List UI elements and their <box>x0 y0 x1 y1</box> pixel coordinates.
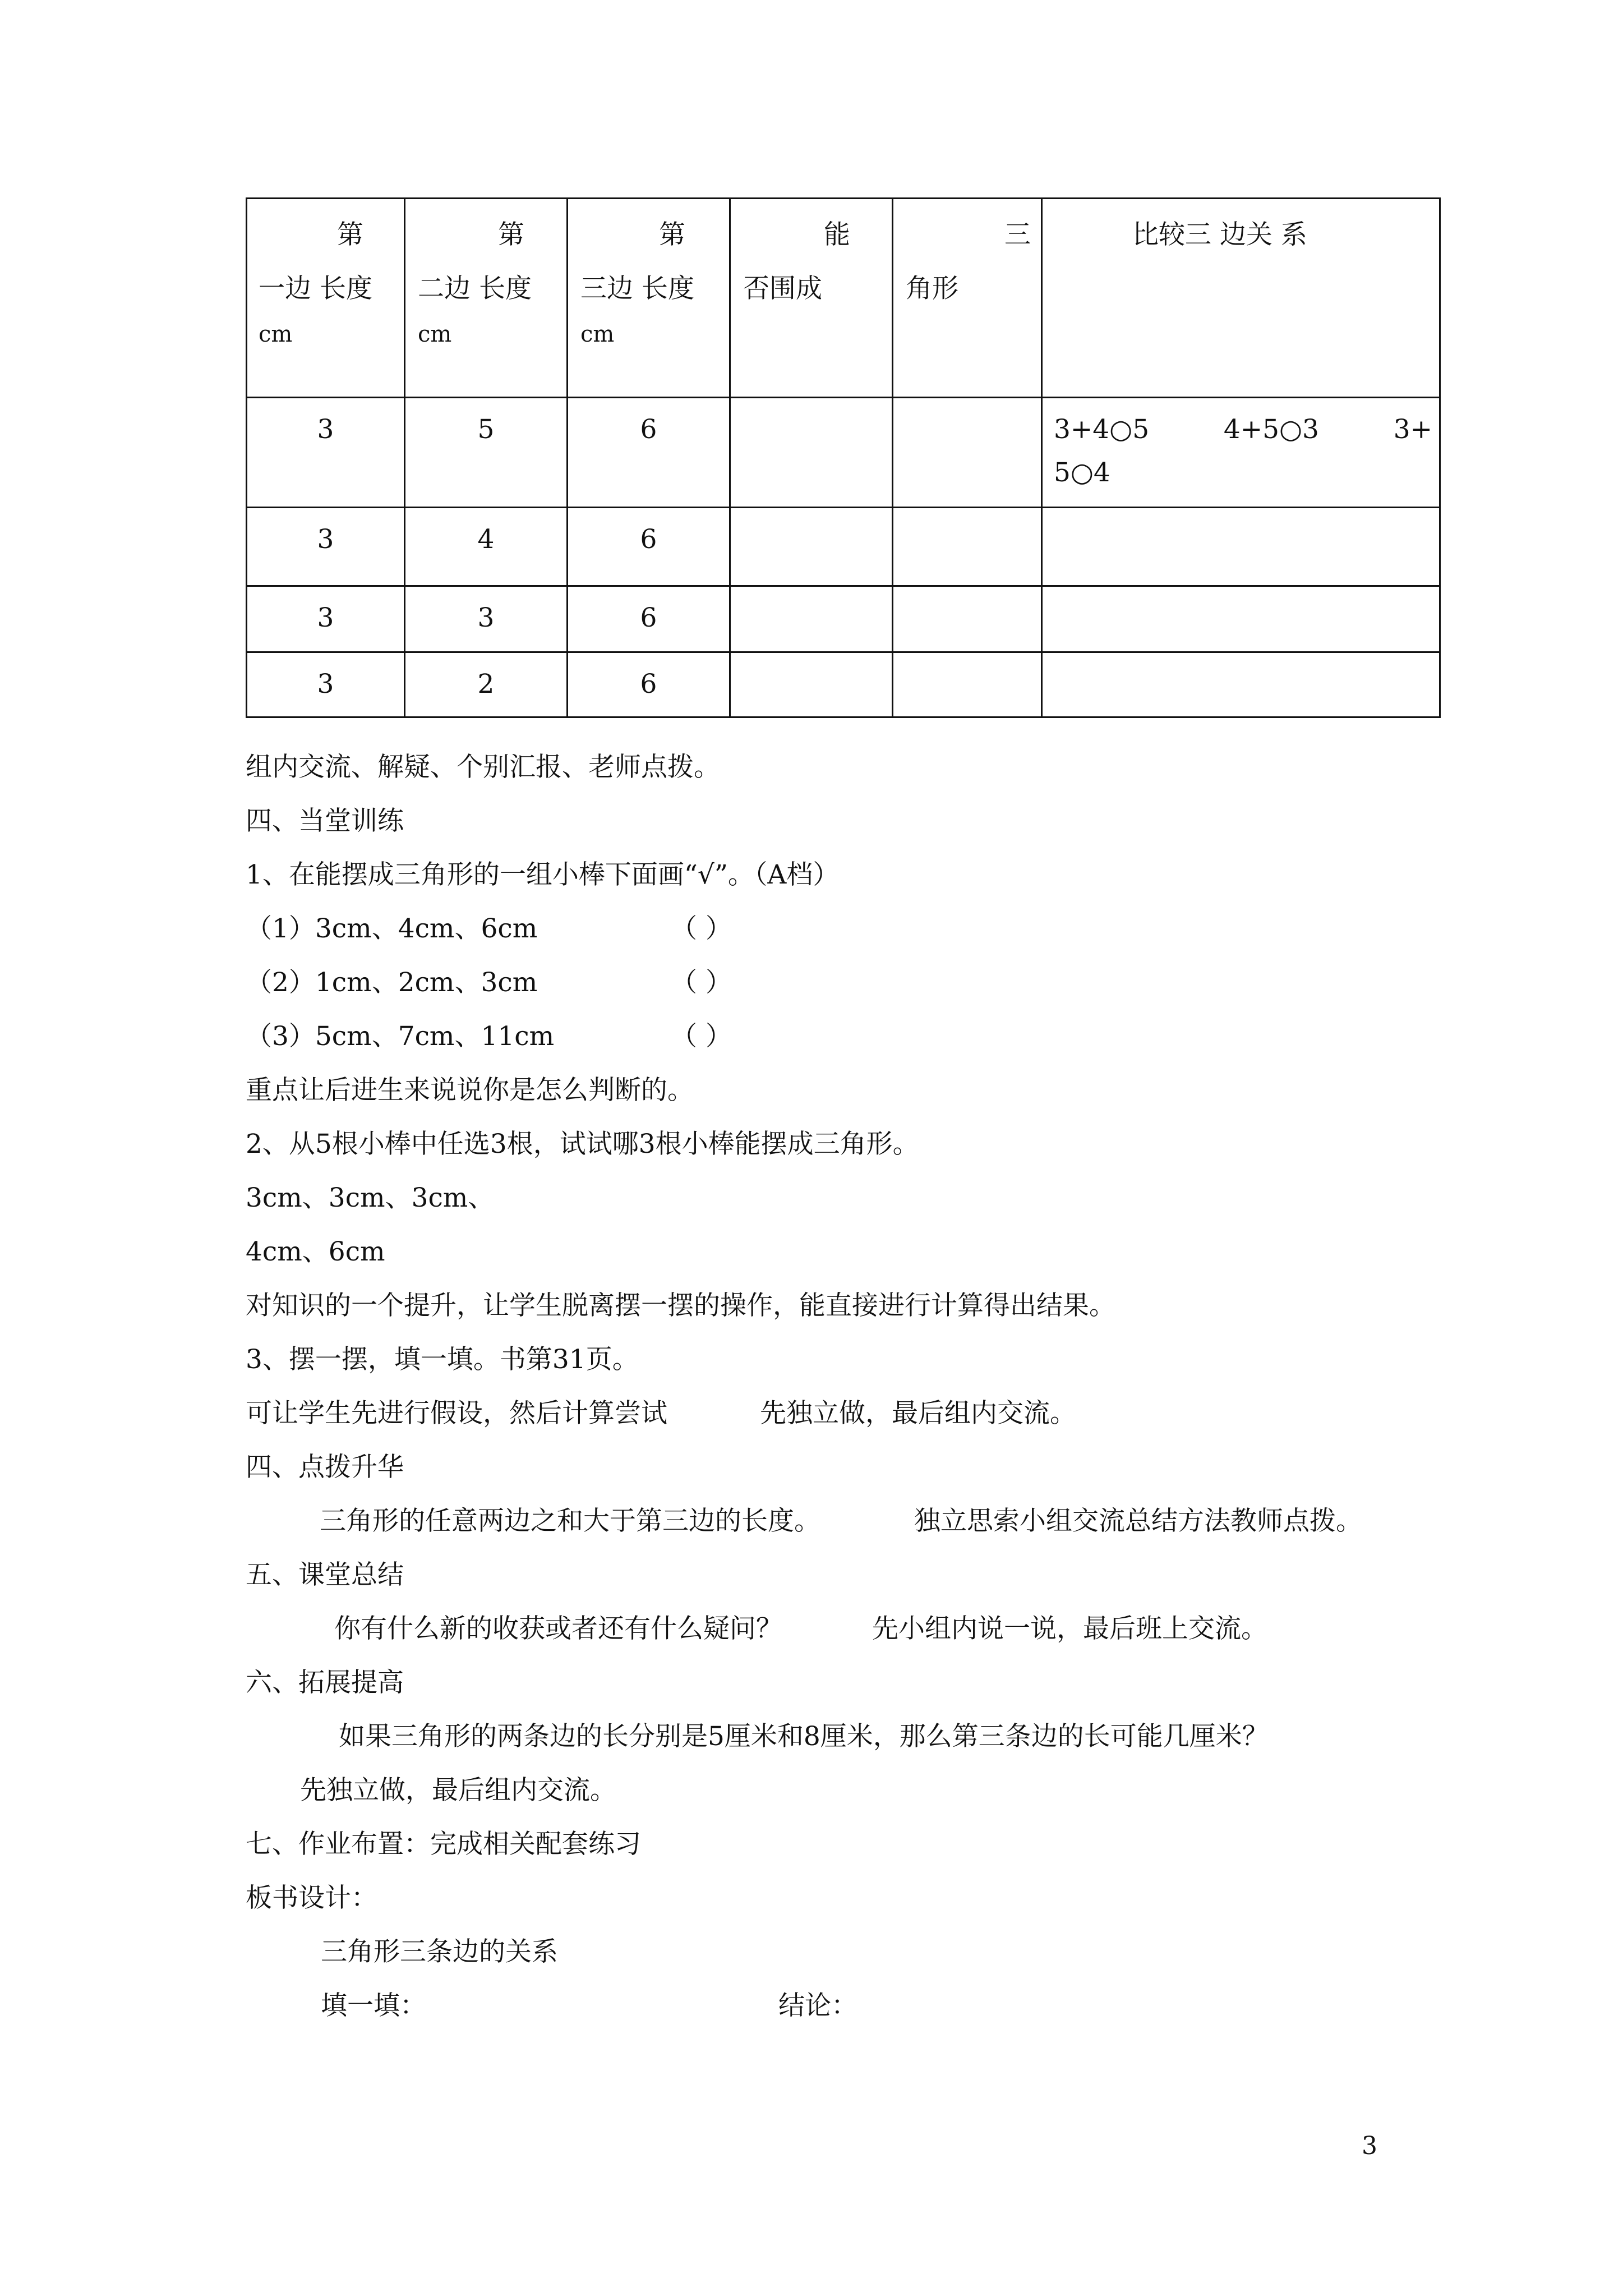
header-cell-side2: 第 二边 长度 cm <box>405 199 568 398</box>
header-cell-side3: 第 三边 长度 cm <box>568 199 730 398</box>
compare-cell[interactable] <box>1042 508 1440 586</box>
compare-cell: 3+4○5 4+5○3 3+ 5○4 <box>1042 398 1440 508</box>
text-line: 组内交流、解疑、个别汇报、老师点拨。 <box>246 752 720 783</box>
header-cell-can-form: 能 否围成 <box>730 199 893 398</box>
table-row: 3 3 6 <box>247 586 1440 652</box>
answer-paren[interactable]: （ ） <box>671 1021 732 1052</box>
text-line: 3cm、3cm、3cm、 <box>246 1182 495 1213</box>
experiment-table <box>246 197 1441 718</box>
board-title: 三角形三条边的关系 <box>321 1936 558 1967</box>
answer-cell[interactable] <box>893 508 1042 586</box>
section-heading: 四、当堂训练 <box>246 806 404 836</box>
option-1: （1）3cm、4cm、6cm <box>246 913 538 944</box>
header-cell-side1: 第 一边 长度 cm <box>247 199 405 398</box>
text-line: 板书设计： <box>246 1883 377 1913</box>
text-line: 填一填： <box>321 1990 426 2021</box>
text-line: 先独立做，最后组内交流。 <box>300 1775 616 1806</box>
text-line: 如果三角形的两条边的长分别是5厘米和8厘米，那么第三条边的长可能几厘米？ <box>339 1721 1269 1752</box>
answer-cell[interactable] <box>730 586 893 652</box>
answer-cell[interactable] <box>730 508 893 586</box>
option-2: （2）1cm、2cm、3cm <box>246 967 538 998</box>
exercise-3: 3、摆一摆，填一填。书第31页。 <box>246 1344 639 1375</box>
answer-cell[interactable] <box>893 398 1042 508</box>
text-line: 三角形的任意两边之和大于第三边的长度。 <box>320 1506 820 1536</box>
table-header-row <box>247 199 1440 398</box>
answer-paren[interactable]: （ ） <box>671 967 732 998</box>
text-line: 结论： <box>778 1990 857 2021</box>
text-line: 4cm、6cm <box>246 1236 385 1267</box>
answer-paren[interactable]: （ ） <box>671 913 732 944</box>
header-cell-triangle: 三 角形 <box>893 199 1042 398</box>
text-line: 对知识的一个提升，让学生脱离摆一摆的操作，能直接进行计算得出结果。 <box>246 1290 1115 1321</box>
text-line: 你有什么新的收获或者还有什么疑问？ <box>334 1613 782 1644</box>
section-heading: 四、点拨升华 <box>246 1452 404 1483</box>
section-heading: 五、课堂总结 <box>246 1559 404 1590</box>
compare-cell[interactable] <box>1042 586 1440 652</box>
text-line: 先小组内说一说，最后班上交流。 <box>872 1613 1267 1644</box>
header-cell-compare: 比较三 边关 系 <box>1042 199 1440 398</box>
table-row: 3 4 6 <box>247 508 1440 586</box>
section-heading: 七、作业布置：完成相关配套练习 <box>246 1829 641 1860</box>
answer-cell[interactable] <box>893 652 1042 717</box>
text-line: 独立思索小组交流总结方法教师点拨。 <box>914 1506 1362 1536</box>
answer-cell[interactable] <box>730 652 893 717</box>
page-number: 3 <box>1362 2132 1377 2160</box>
exercise-2: 2、从5根小棒中任选3根，试试哪3根小棒能摆成三角形。 <box>246 1129 919 1159</box>
option-3: （3）5cm、7cm、11cm <box>246 1021 555 1052</box>
exercise-1: 1、在能摆成三角形的一组小棒下面画“√”。（A档） <box>246 859 840 890</box>
table-row: 3 2 6 <box>247 652 1440 717</box>
section-heading: 六、拓展提高 <box>246 1667 404 1698</box>
text-line: 可让学生先进行假设，然后计算尝试 <box>246 1398 667 1429</box>
text-line: 重点让后进生来说说你是怎么判断的。 <box>246 1075 694 1106</box>
compare-cell[interactable] <box>1042 652 1440 717</box>
answer-cell[interactable] <box>893 586 1042 652</box>
text-line: 先独立做，最后组内交流。 <box>760 1398 1076 1429</box>
answer-cell[interactable] <box>730 398 893 508</box>
table-row: 3 5 6 3+4○5 4+5○3 3+ 5○4 <box>247 398 1440 508</box>
